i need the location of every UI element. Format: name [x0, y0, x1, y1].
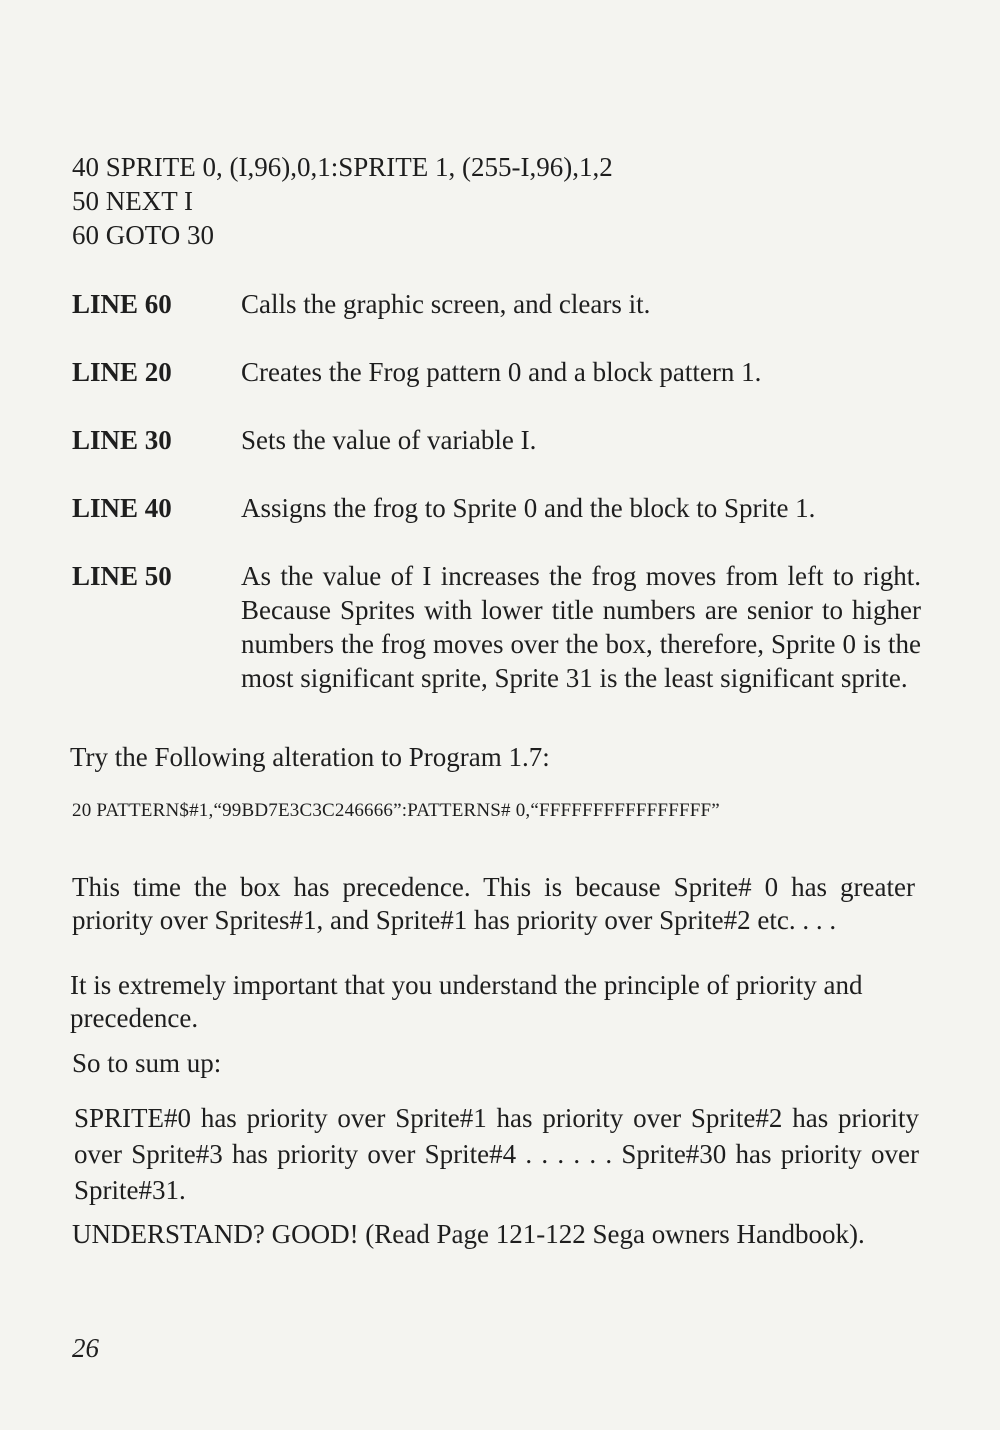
line-note-label: LINE 60: [72, 289, 172, 319]
try-alteration-text: Try the Following alteration to Program 1.7:: [70, 742, 550, 772]
line-note-label: LINE 30: [72, 425, 172, 455]
line-note-text: Assigns the frog to Sprite 0 and the block to Sprite 1.: [241, 493, 816, 523]
line-note-text: Sets the value of variable I.: [241, 425, 537, 455]
line-note-label: LINE 50: [72, 561, 172, 591]
sum-up-text: So to sum up:: [72, 1048, 222, 1078]
priority-paragraph: SPRITE#0 has priority over Sprite#1 has priority over Sprite#2 has priority over Sprite#3 has priority over Sprite#4 . . . . . . Sprite#30 has priority over Sprite#31.: [74, 1103, 919, 1205]
precedence-paragraph: This time the box has precedence. This is because Sprite# 0 has greater priority over Sprites#1, and Sprite#1 has priority over Sprite#2 etc. . . .: [72, 872, 915, 935]
code-line: 40 SPRITE 0, (I,96),0,1:SPRITE 1, (255-I,96),1,2: [72, 152, 613, 182]
line-note-label: LINE 40: [72, 493, 172, 523]
line-note-text: As the value of I increases the frog moves from left to right. Because Sprites with lower title numbers are senior to higher numbers the frog moves over the box, therefore, Sprite 0 is the most significant sprite, Sprite 31 is the least significant sprite.: [241, 561, 921, 693]
code-line: 50 NEXT I: [72, 186, 193, 216]
line-note-label: LINE 20: [72, 357, 172, 387]
importance-paragraph: It is extremely important that you understand the principle of priority and precedence.: [70, 970, 863, 1033]
line-note-text: Calls the graphic screen, and clears it.: [241, 289, 651, 319]
page-number: 26: [72, 1333, 99, 1363]
line-note-text: Creates the Frog pattern 0 and a block pattern 1.: [241, 357, 762, 387]
understand-paragraph: UNDERSTAND? GOOD! (Read Page 121-122 Sega owners Handbook).: [72, 1219, 865, 1249]
alteration-code: 20 PATTERN$#1,“99BD7E3C3C246666”:PATTERNS# 0,“FFFFFFFFFFFFFFFF”: [72, 800, 720, 821]
code-line: 60 GOTO 30: [72, 220, 215, 250]
code-listing: [72, 150, 613, 252]
